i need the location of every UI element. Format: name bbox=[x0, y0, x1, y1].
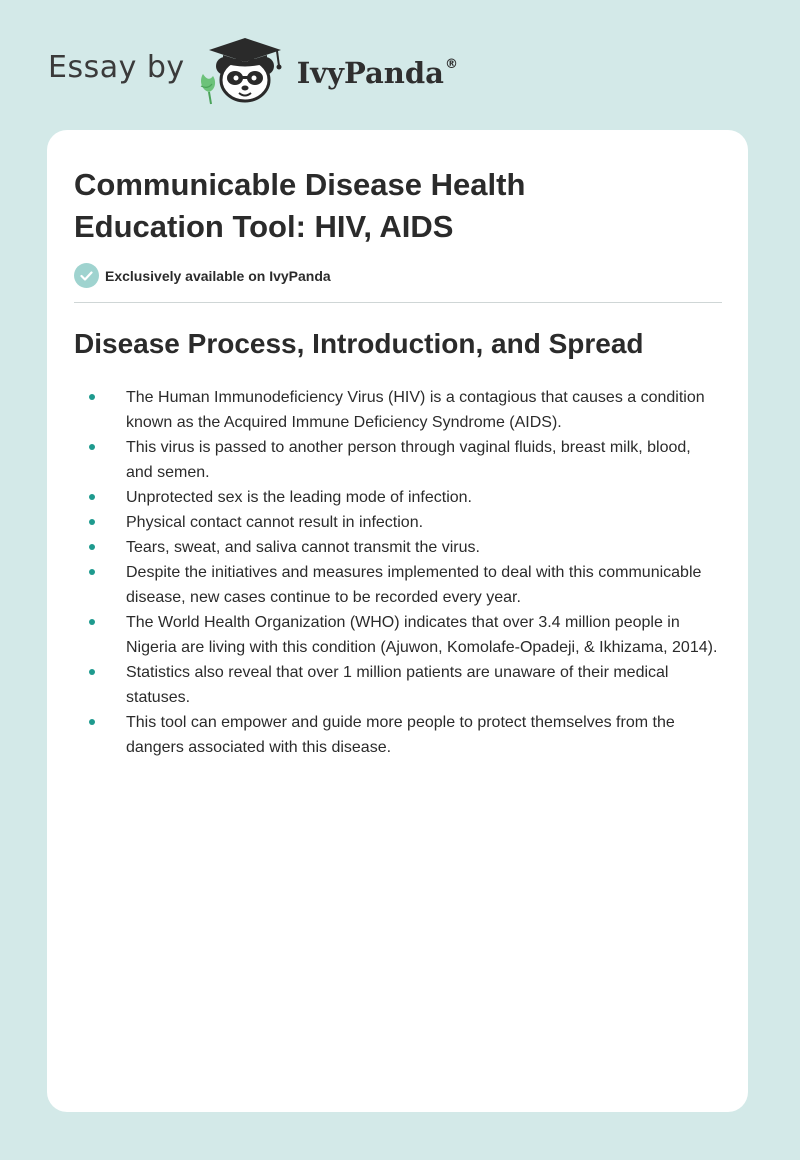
check-circle-icon bbox=[74, 263, 99, 288]
list-item: Statistics also reveal that over 1 million patients are unaware of their medical statuses. bbox=[126, 660, 721, 710]
registered-mark: ® bbox=[444, 57, 458, 73]
divider bbox=[74, 302, 722, 303]
list-item: Physical contact cannot result in infection. bbox=[126, 510, 721, 535]
section-heading: Disease Process, Introduction, and Spread bbox=[74, 328, 644, 359]
panda-logo-icon bbox=[199, 34, 291, 108]
ivypanda-wordmark bbox=[297, 56, 458, 90]
list-item: This tool can empower and guide more people to protect themselves from the dangers associated with this disease. bbox=[126, 710, 721, 760]
bullet-list bbox=[126, 385, 721, 760]
exclusive-label: Exclusively available on IvyPanda bbox=[105, 267, 331, 284]
essay-title: Communicable Disease Health Education Tool: HIV, AIDS bbox=[74, 167, 526, 244]
list-item: The Human Immunodeficiency Virus (HIV) is a contagious that causes a condition known as the Acquired Immune Deficiency Syndrome (AIDS). bbox=[126, 385, 721, 435]
list-item: Despite the initiatives and measures implemented to deal with this communicable disease, new cases continue to be recorded every year. bbox=[126, 560, 721, 610]
essay-card bbox=[47, 130, 748, 1112]
brand-name: IvyPanda bbox=[296, 56, 444, 90]
site-header bbox=[48, 34, 458, 108]
list-item: The World Health Organization (WHO) indicates that over 3.4 million people in Nigeria are living with this condition (Ajuwon, Komolafe-Opadeji, & Ikhizama, 2014). bbox=[126, 610, 721, 660]
essay-by-label: Essay by bbox=[48, 49, 185, 85]
list-item: Tears, sweat, and saliva cannot transmit the virus. bbox=[126, 535, 721, 560]
list-item: This virus is passed to another person through vaginal fluids, breast milk, blood, and semen. bbox=[126, 435, 721, 485]
ivy-leaf-icon bbox=[201, 74, 215, 104]
exclusive-badge bbox=[74, 263, 331, 288]
list-item: Unprotected sex is the leading mode of infection. bbox=[126, 485, 721, 510]
